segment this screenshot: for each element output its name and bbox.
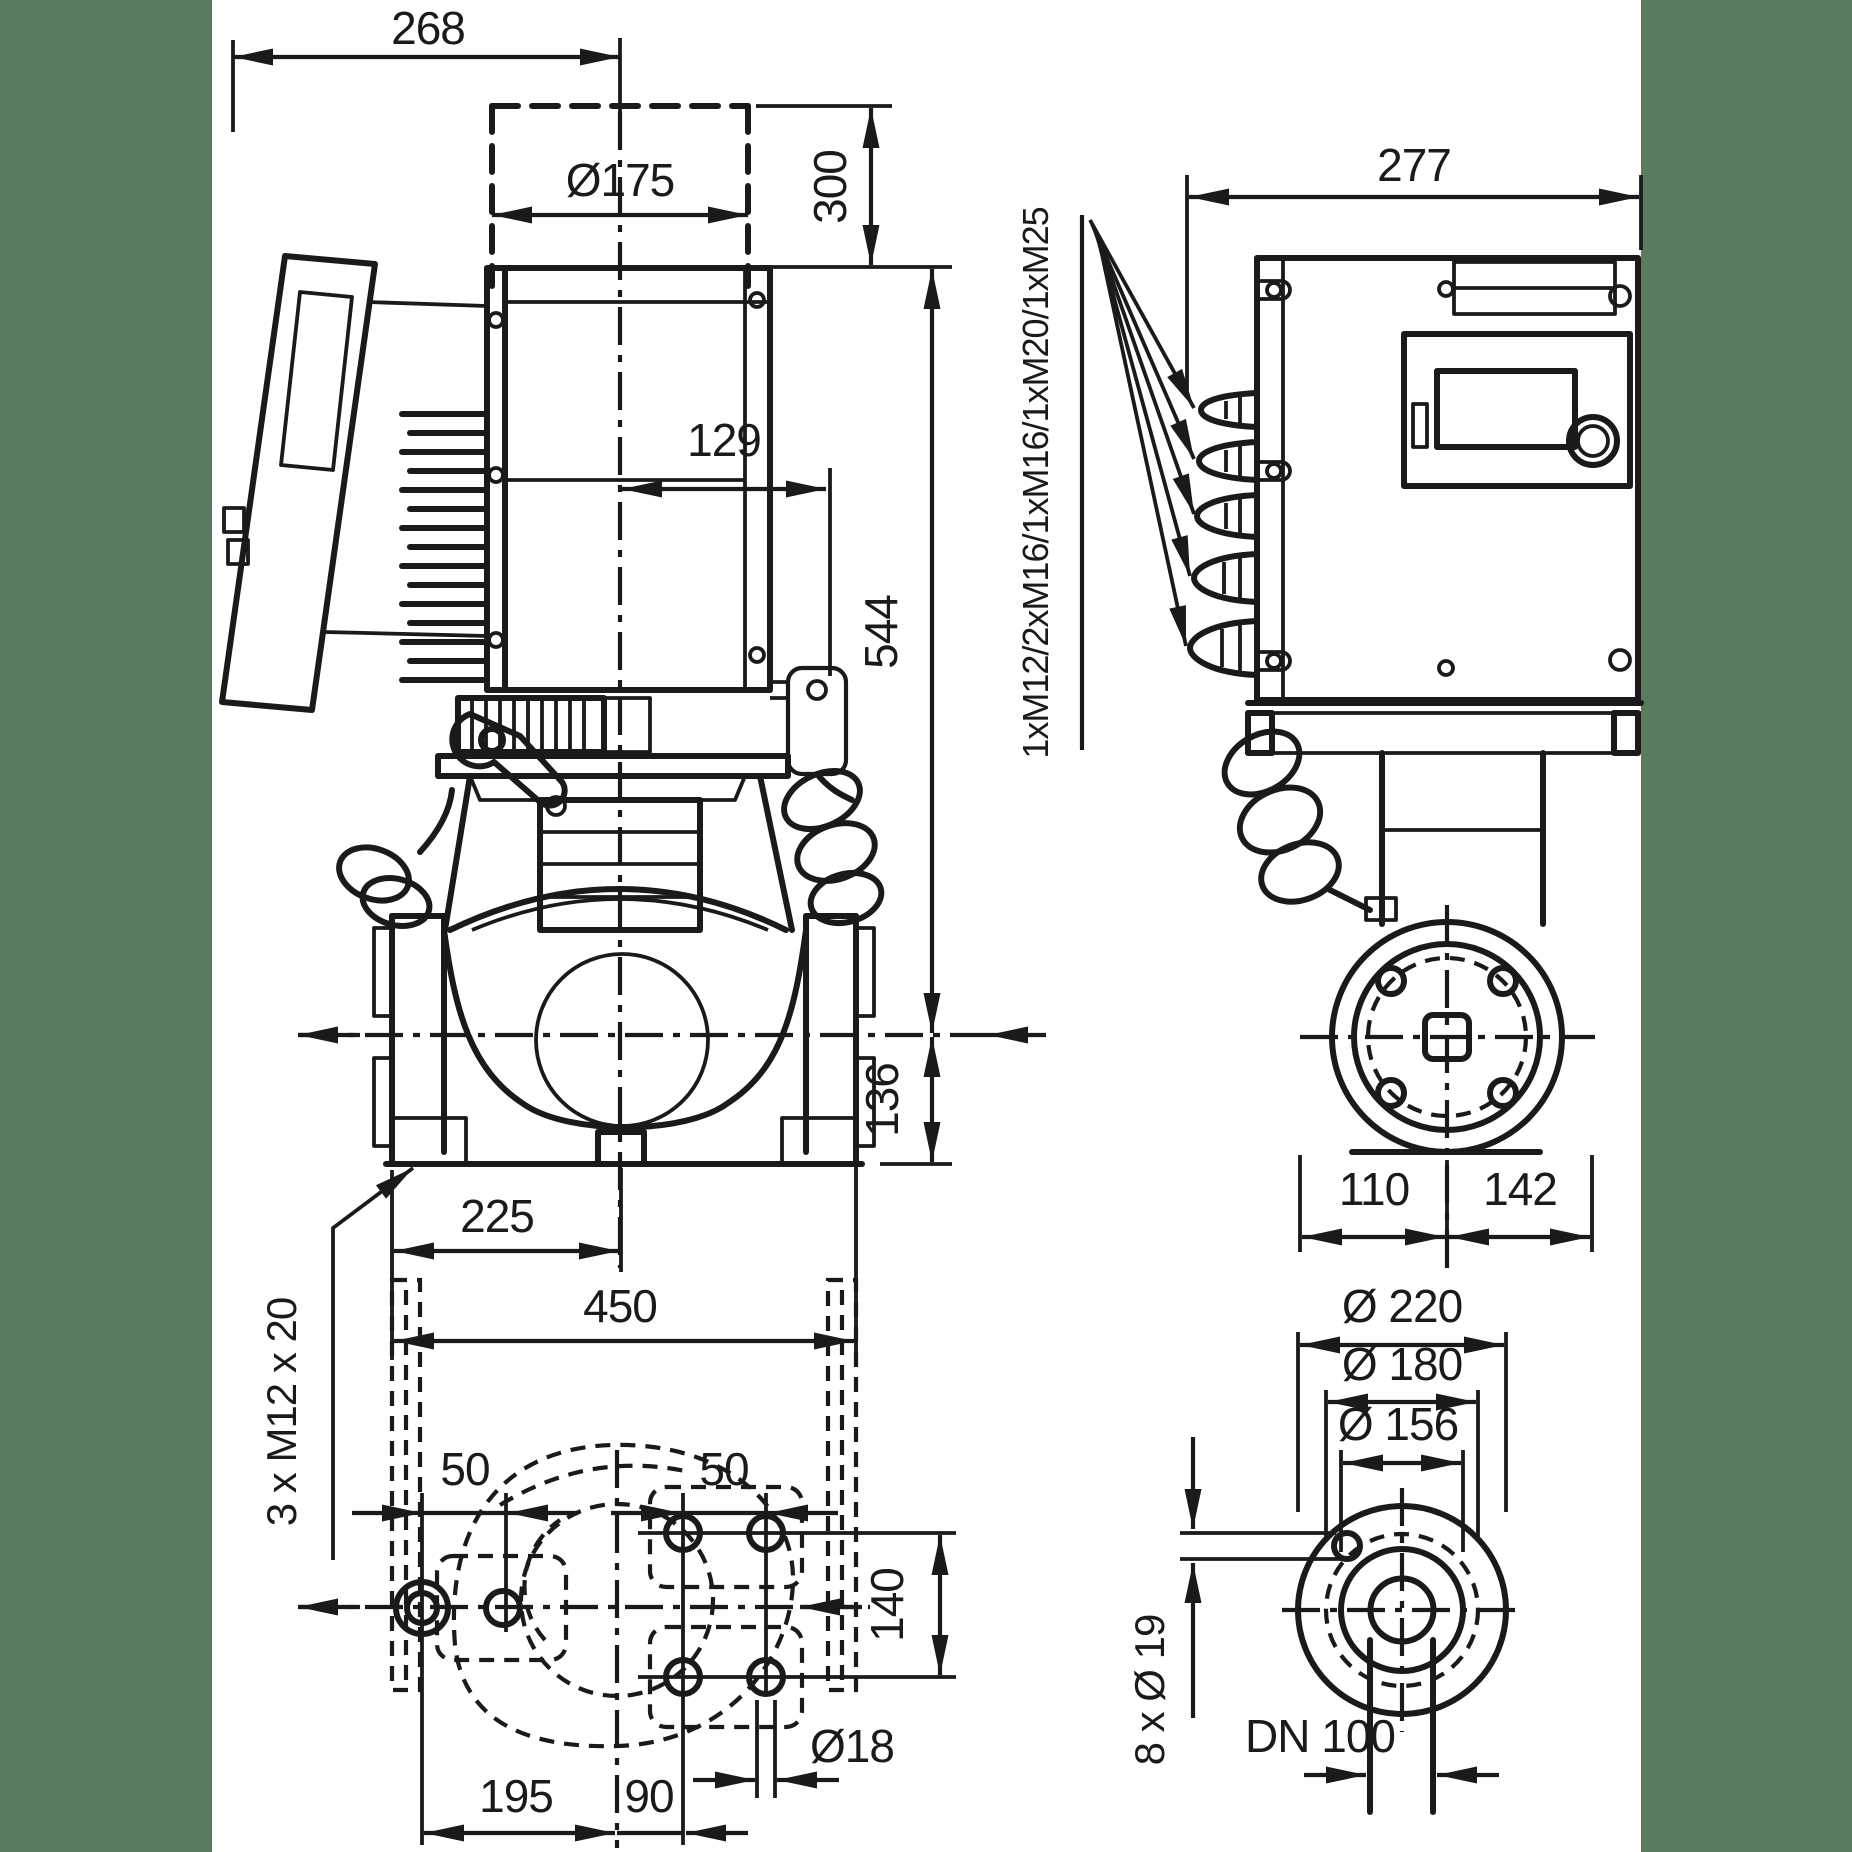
dim-300-label: 300 — [804, 150, 856, 224]
nominal-bore-label: DN 100 — [1245, 1710, 1395, 1762]
dim-277-label: 277 — [1377, 139, 1451, 191]
dim-110-label: 110 — [1338, 1163, 1410, 1215]
dim-220-label: Ø 220 — [1341, 1280, 1463, 1332]
dim-225-label: 225 — [460, 1190, 534, 1242]
heatsink-fins — [402, 414, 486, 680]
dim-156-label: Ø 156 — [1337, 1398, 1459, 1450]
dim-129-label: 129 — [687, 414, 761, 466]
dim-50-right-label: 50 — [699, 1443, 749, 1495]
foot-bolts-label: 3 x M12 x 20 — [258, 1297, 305, 1527]
cable-glands-label: 1xM12/2xM16/1xM16/1xM20/1xM25 — [1015, 207, 1056, 759]
dim-544-label: 544 — [855, 595, 907, 669]
dim-18-label: Ø18 — [810, 1720, 894, 1772]
dim-268-label: 268 — [391, 2, 465, 54]
dim-140-label: 140 — [861, 1568, 913, 1642]
dim-180-label: Ø 180 — [1341, 1338, 1463, 1390]
dimension-110-142 — [1300, 1155, 1592, 1252]
dim-90-label: 90 — [624, 1770, 674, 1822]
dim-175-label: Ø175 — [565, 154, 675, 206]
dim-136-label: 136 — [856, 1063, 908, 1137]
bolt-holes-label: 8 x Ø 19 — [1126, 1614, 1173, 1766]
dim-142-label: 142 — [1483, 1163, 1557, 1215]
dim-195-label: 195 — [479, 1770, 553, 1822]
dim-450-label: 450 — [583, 1280, 657, 1332]
dim-50-left-label: 50 — [440, 1443, 490, 1495]
